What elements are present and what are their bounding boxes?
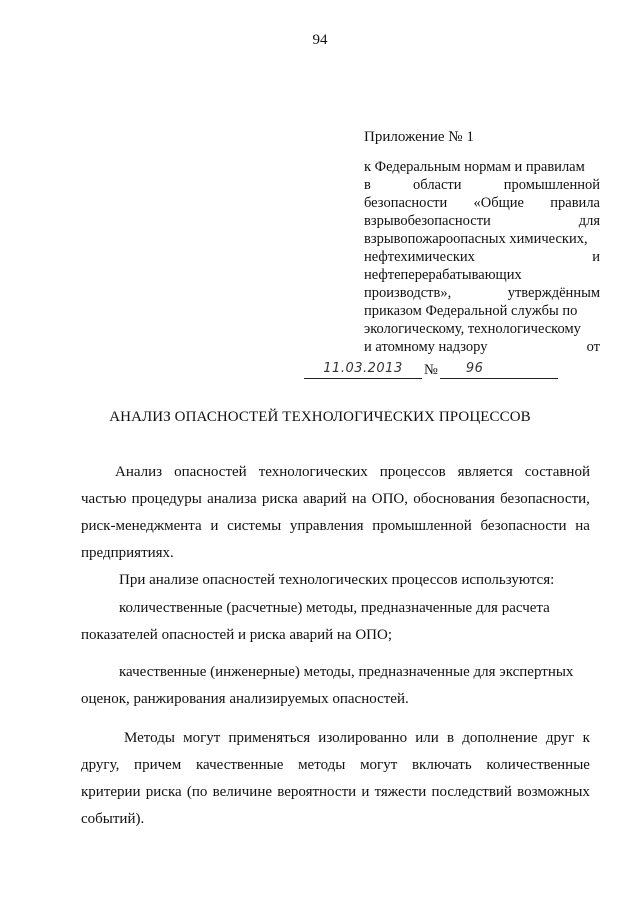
word: оценок, ранжирования анализируемых опасностей. xyxy=(81,691,409,707)
word: опасностей xyxy=(174,464,247,480)
appendix-word: взрывопожароопасных химических, xyxy=(364,231,588,247)
word: применяться xyxy=(228,730,311,746)
word: риска xyxy=(145,784,182,800)
word: и xyxy=(361,784,370,800)
appendix-word: правила xyxy=(550,195,600,211)
word: обоснования xyxy=(413,491,495,507)
word: критерии xyxy=(81,784,141,800)
text-line xyxy=(81,508,590,535)
word: процессов xyxy=(379,464,446,480)
paragraph-4 xyxy=(81,654,590,708)
number-field xyxy=(440,359,558,379)
word: другу, xyxy=(81,757,120,773)
signature-row xyxy=(323,359,600,379)
word: возможных xyxy=(517,784,590,800)
appendix-line xyxy=(364,230,600,248)
word: причем xyxy=(134,757,182,773)
word: Анализ xyxy=(115,464,163,480)
word: анализа xyxy=(207,491,257,507)
appendix-word: в xyxy=(364,177,371,193)
word: событий). xyxy=(81,811,145,827)
appendix-word: промышленной xyxy=(503,177,600,193)
word: вероятности xyxy=(277,784,357,800)
appendix-word: производств», xyxy=(364,285,452,301)
word: на xyxy=(575,518,590,534)
text-line xyxy=(81,535,590,562)
word: предприятиях. xyxy=(81,545,174,561)
word: аварий xyxy=(302,491,347,507)
word: составной xyxy=(524,464,590,480)
appendix-line xyxy=(364,158,600,176)
paragraph-1 xyxy=(81,454,590,562)
word: на xyxy=(351,491,367,507)
word: величине xyxy=(212,784,273,800)
word: (по xyxy=(186,784,208,800)
appendix-text xyxy=(364,158,600,356)
text-line xyxy=(81,801,590,828)
word: последствий xyxy=(431,784,512,800)
number-sign: № xyxy=(424,362,438,378)
paragraph-3 xyxy=(81,590,590,644)
word: промышленной xyxy=(372,518,472,534)
word: к xyxy=(582,730,590,746)
text-line xyxy=(81,454,590,481)
word: При анализе опасностей технологических процессов используются: xyxy=(119,572,555,588)
word: безопасности xyxy=(480,518,567,534)
text-line xyxy=(81,654,590,681)
word: друг xyxy=(545,730,575,746)
appendix-word: приказом Федеральной службы по xyxy=(364,303,578,319)
handwritten-number: 96 xyxy=(465,361,484,376)
text-line xyxy=(81,747,590,774)
word: показателей опасностей и риска аварий на ОПО; xyxy=(81,627,393,643)
paragraph-5 xyxy=(81,720,590,828)
appendix-word: нефтеперерабатывающих xyxy=(364,267,522,283)
section-heading: АНАЛИЗ ОПАСНОСТЕЙ ТЕХНОЛОГИЧЕСКИХ ПРОЦЕССОВ xyxy=(109,409,531,425)
word: включать xyxy=(411,757,472,773)
text-line xyxy=(81,562,590,589)
date-field xyxy=(304,359,422,379)
word: технологических xyxy=(258,464,368,480)
page-number: 94 xyxy=(312,32,328,48)
word: могут xyxy=(183,730,221,746)
word: является xyxy=(457,464,513,480)
appendix-word: «Общие xyxy=(473,195,524,211)
word: изолированно xyxy=(318,730,408,746)
appendix-word: безопасности xyxy=(364,195,448,211)
word: количественные xyxy=(486,757,590,773)
appendix-line xyxy=(364,338,600,356)
text-line xyxy=(81,774,590,801)
word: могут xyxy=(360,757,398,773)
appendix-block xyxy=(323,128,600,379)
word: тяжести xyxy=(374,784,427,800)
appendix-line xyxy=(364,248,600,266)
word: дополнение xyxy=(462,730,538,746)
word: системы xyxy=(227,518,282,534)
word: или xyxy=(415,730,439,746)
word: частью xyxy=(81,491,127,507)
word: Методы xyxy=(124,730,175,746)
appendix-word: нефтехимических xyxy=(364,249,475,265)
word: риска xyxy=(261,491,298,507)
appendix-word: к Федеральным нормам и правилам xyxy=(364,159,585,175)
text-line xyxy=(81,617,590,644)
word: управления xyxy=(289,518,364,534)
handwritten-date: 11.03.2013 xyxy=(323,361,403,376)
word: безопасности, xyxy=(500,491,590,507)
appendix-line xyxy=(364,284,600,302)
appendix-line xyxy=(364,194,600,212)
word: ОПО, xyxy=(371,491,409,507)
appendix-word: и xyxy=(592,249,600,265)
appendix-title: Приложение № 1 xyxy=(364,129,474,145)
appendix-word: от xyxy=(586,339,600,355)
appendix-line xyxy=(364,266,600,284)
paragraph-2 xyxy=(81,562,590,589)
appendix-line xyxy=(364,302,600,320)
appendix-word: для xyxy=(578,213,600,229)
word: качественные xyxy=(196,757,284,773)
word: количественные (расчетные) методы, предназначенные для расчета xyxy=(119,600,550,616)
appendix-word: утверждённым xyxy=(507,285,600,301)
word: в xyxy=(447,730,455,746)
appendix-word: взрывобезопасности xyxy=(364,213,491,229)
word: процедуры xyxy=(131,491,202,507)
word: и xyxy=(210,518,219,534)
text-line xyxy=(81,590,590,617)
text-line xyxy=(81,720,590,747)
appendix-word: области xyxy=(413,177,462,193)
word: методы xyxy=(298,757,346,773)
word: риск-менеджмента xyxy=(81,518,202,534)
text-line xyxy=(81,681,590,708)
appendix-word: и атомному надзору xyxy=(364,339,488,355)
text-line xyxy=(81,481,590,508)
appendix-line xyxy=(364,176,600,194)
appendix-word: экологическому, технологическому xyxy=(364,321,581,337)
appendix-line xyxy=(364,212,600,230)
appendix-line xyxy=(364,320,600,338)
word: качественные (инженерные) методы, предназначенные для экспертных xyxy=(119,664,574,680)
